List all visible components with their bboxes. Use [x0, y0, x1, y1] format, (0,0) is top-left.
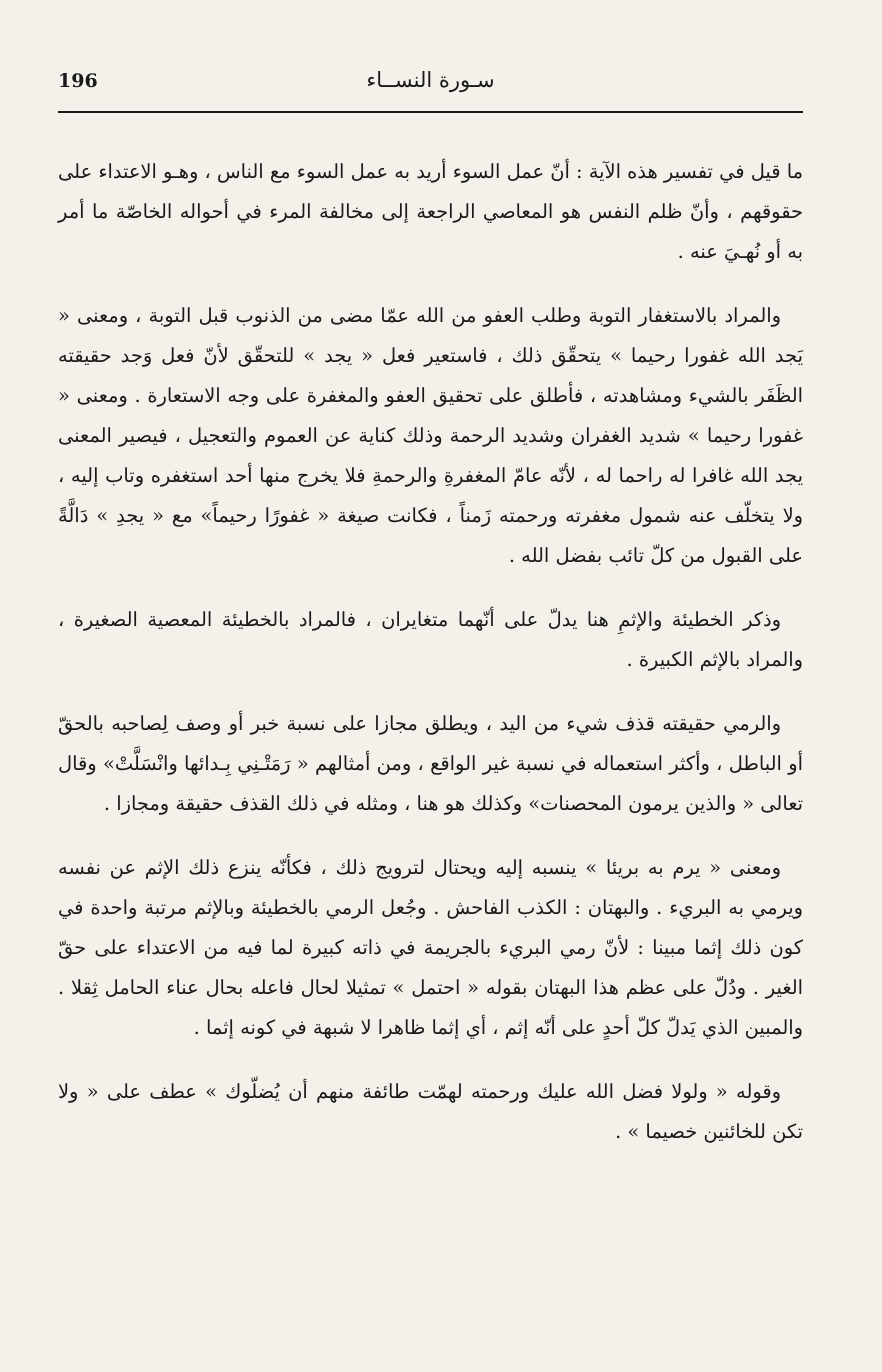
paragraph-6: وقوله « ولولا فضل الله عليك ورحمته لهمّت طائفة منهم أن يُضلّوك » عطف على « ولا تكن للخائنين خصيما » .	[58, 1080, 803, 1143]
header-rule	[58, 111, 803, 113]
paragraph-5: ومعنى « يرم به بريئا » ينسبه إليه ويحتال لترويج ذلك ، فكأنّه ينزع ذلك الإثم عن نفسه ويرمي به البريء . والبهتان : الكذب الفاحش . وجُعل الرمي بالخطيئة وبالإثم مرتبة واحدة في كون ذلك إثما مبينا : لأنّ رمي البريء بالجريمة في ذاته كبيرة لما فيه من الاعتداء على حقّ الغير . ودُلّ على عظم هذا البهتان بقوله « احتمل » تمثيلا لحال فاعله بحال عناء الحامل ثِقلا . والمبين الذي يَدلّ كلّ أحدٍ على أنّه إثم ، أي إثما ظاهرا لا شبهة في كونه إثما .	[58, 856, 803, 1039]
page-number: 196	[58, 70, 98, 92]
paragraph-3: وذكر الخطيئة والإثمِ هنا يدلّ على أنّهما متغايران ، فالمراد بالخطيئة المعصية الصغيرة ، والمراد بالإثم الكبيرة .	[58, 608, 803, 671]
paragraph-2: والمراد بالاستغفار التوبة وطلب العفو من الله عمّا مضى من الذنوب قبل التوبة ، ومعنى « يَجد الله غفورا رحيما » يتحقّق ذلك ، فاستعير فعل « يجد » للتحقّق لأنّ فعل وَجد حقيقته الظَفَر بالشيء ومشاهدته ، فأطلق على تحقيق العفو والمغفرة على وجه الاستعارة . ومعنى « غفورا رحيما » شديد الغفران وشديد الرحمة وذلك كناية عن العموم والتعجيل ، فيصير المعنى يجد الله غافرا له راحما له ، لأنّه عامّ المغفرةِ والرحمةِ فلا يخرج منها أحد استغفره وتاب إليه ، ولا يتخلّف عنه شمول مغفرته ورحمته زَمناً ، فكانت صيغة « غفورًا رحيماً» مع « يجدِ » دَالَّةً على القبول من كلّ تائب بفضل الله .	[58, 304, 803, 567]
page-header	[58, 62, 803, 110]
paragraph-1: ما قيل في تفسير هذه الآية : أنّ عمل السوء أريد به عمل السوء مع الناس ، وهـو الاعتداء على حقوقهم ، وأنّ ظلم النفس هو المعاصي الراجعة إلى مخالفة المرء في أحواله الخاصّة ما أمر به أو نُهـيَ عنه .	[58, 160, 803, 263]
paragraph-4: والرمي حقيقته قذف شيء من اليد ، ويطلق مجازا على نسبة خبر أو وصف لِصاحبه بالحقّ أو الباطل ، وأكثر استعماله في نسبة غير الواقع ، ومن أمثالهم « رَمَتْـنِي بِـدائها وانْسَلَّتْ» وقال تعالى « والذين يرمون المحصنات» وكذلك هو هنا ، ومثله في ذلك القذف حقيقة ومجازا .	[58, 712, 803, 815]
body-text	[58, 152, 803, 1176]
running-title: سـورة النســاء	[366, 68, 495, 92]
